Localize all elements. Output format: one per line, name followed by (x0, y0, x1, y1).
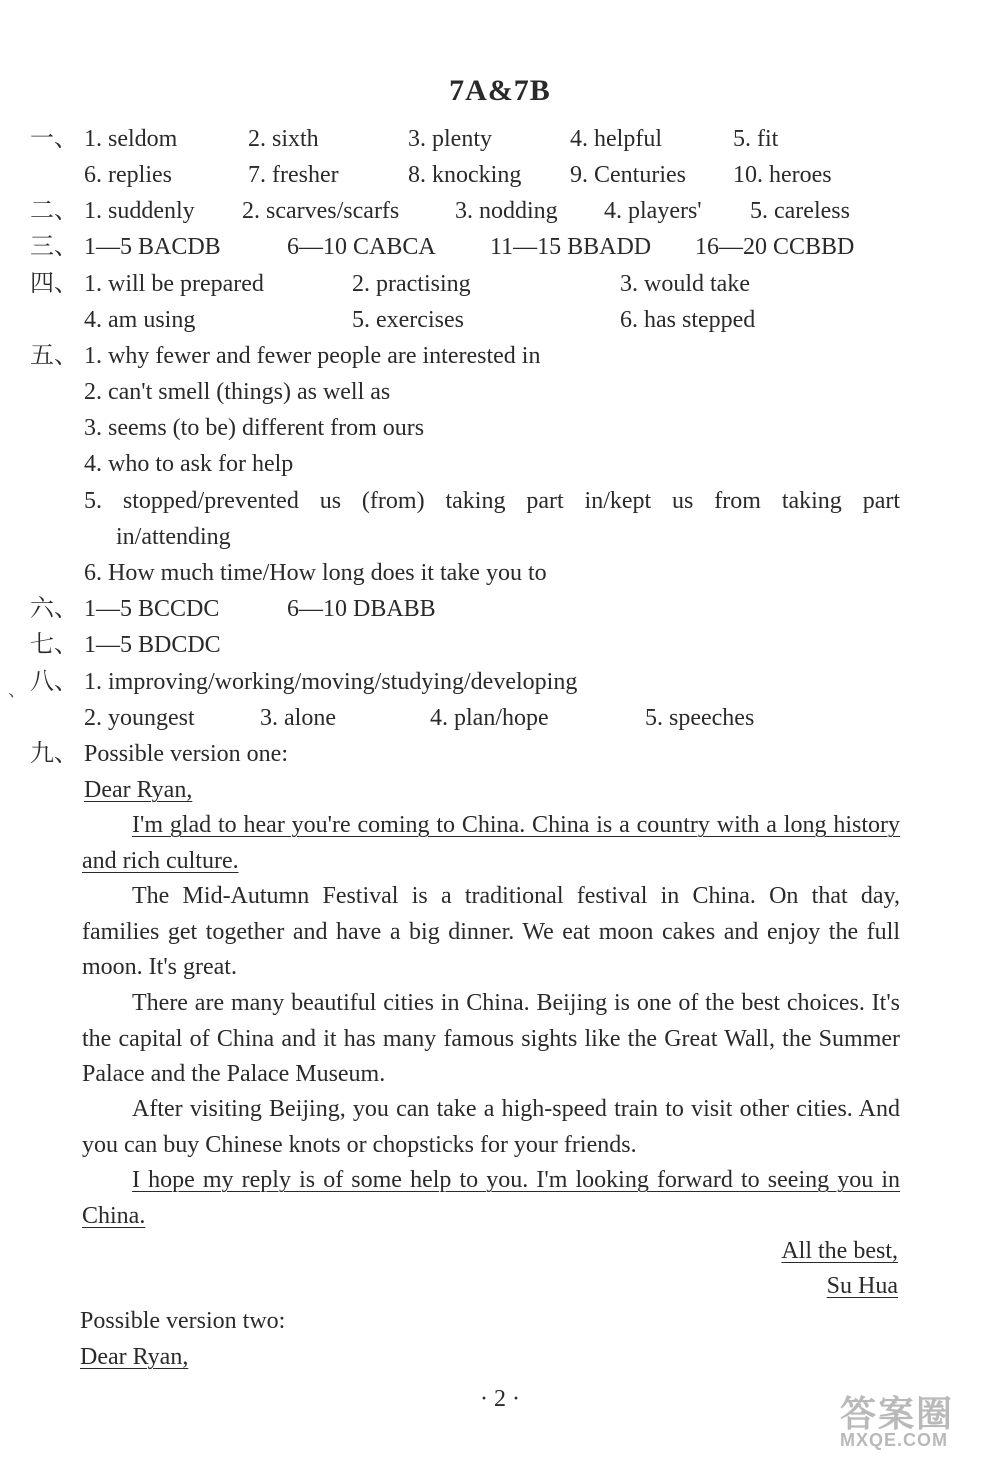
section-label-1: 一、 (30, 126, 78, 152)
s5-answer-6: 6. How much time/How long does it take you to (84, 560, 547, 586)
s8-answer-4: 4. plan/hope (430, 705, 549, 731)
s1-answer-7: 7. fresher (248, 162, 339, 188)
section-label-3: 三、 (30, 234, 78, 260)
s5-answer-1: 1. why fewer and fewer people are interested in (84, 343, 541, 369)
s1-answer-9: 9. Centuries (570, 162, 686, 188)
watermark-url: MXQE.COM (840, 1430, 949, 1450)
s1-answer-4: 4. helpful (570, 126, 662, 152)
section-label-4: 四、 (30, 271, 78, 297)
paragraph-5-text: I hope my reply is of some help to you. I'm looking forward to seeing you in China. (82, 1167, 900, 1229)
letter-paragraph-2: The Mid-Autumn Festival is a traditional festival in China. On that day, families get together and have a big dinner. We eat moon cakes and enjoy the full moon. It's great. (82, 883, 900, 980)
section-label-7: 七、 (30, 632, 78, 658)
s2-answer-2: 2. scarves/scarfs (242, 198, 400, 224)
letter-paragraph-5 (82, 1163, 900, 1234)
watermark-logo (840, 1386, 990, 1456)
s4-answer-3: 3. would take (620, 271, 750, 297)
s3-answer-4: 16—20 CCBBD (695, 234, 855, 260)
s7-answer-1: 1—5 BDCDC (84, 632, 221, 658)
letter-greeting: Dear Ryan, (84, 777, 193, 803)
page-number: · 2 · (480, 1386, 520, 1412)
section-label-8: 八、 (30, 669, 78, 695)
s1-answer-5: 5. fit (733, 126, 779, 152)
s5-answer-5-cont: in/attending (116, 524, 231, 550)
s2-answer-3: 3. nodding (455, 198, 558, 224)
s4-answer-1: 1. will be prepared (84, 271, 264, 297)
s3-answer-3: 11—15 BBADD (490, 234, 652, 260)
watermark-icon-text: 答案圈 (840, 1393, 955, 1434)
s6-answer-1: 1—5 BCCDC (84, 596, 220, 622)
section-label-2: 二、 (30, 198, 78, 224)
section-label-9: 九、 (30, 741, 78, 767)
s1-answer-3: 3. plenty (408, 126, 492, 152)
s1-answer-8: 8. knocking (408, 162, 522, 188)
letter-closing: All the best, (781, 1238, 898, 1264)
s5-answer-3: 3. seems (to be) different from ours (84, 415, 425, 441)
s5-answer-4: 4. who to ask for help (84, 451, 294, 477)
letter-paragraph-4: After visiting Beijing, you can take a high-speed train to visit other cities. And you can buy Chinese knots or chopsticks for your friends. (82, 1096, 900, 1158)
s3-answer-2: 6—10 CABCA (287, 234, 436, 260)
section-label-6: 六、 (30, 596, 78, 622)
s2-answer-4: 4. players' (604, 198, 702, 224)
s4-answer-5: 5. exercises (352, 307, 464, 333)
paragraph-1-text: I'm glad to hear you're coming to China. China is a country with a long history and rich culture. (82, 812, 900, 874)
letter-signature: Su Hua (826, 1273, 898, 1299)
letter-paragraph-3: There are many beautiful cities in China. Beijing is one of the best choices. It's the capital of China and it has many famous sights like the Great Wall, the Summer Palace and the Palace Museum. (82, 990, 900, 1087)
s1-answer-2: 2. sixth (248, 126, 319, 152)
letter-paragraph-1 (82, 808, 900, 879)
s8-answer-5: 5. speeches (645, 705, 755, 731)
s2-answer-5: 5. careless (750, 198, 850, 224)
s8-answer-1: 1. improving/working/moving/studying/developing (84, 669, 578, 695)
s4-answer-4: 4. am using (84, 307, 196, 333)
s1-answer-10: 10. heroes (733, 162, 832, 188)
s6-answer-2: 6—10 DBABB (287, 596, 436, 622)
letter-greeting-2: Dear Ryan, (80, 1344, 189, 1370)
s2-answer-1: 1. suddenly (84, 198, 195, 224)
version-two-label: Possible version two: (80, 1308, 286, 1334)
s4-answer-2: 2. practising (352, 271, 471, 297)
s5-answer-5: 5. stopped/prevented us (from) taking part in/kept us from taking part (84, 488, 900, 514)
s4-answer-6: 6. has stepped (620, 307, 756, 333)
section-label-5: 五、 (30, 343, 78, 369)
s1-answer-6: 6. replies (84, 162, 172, 188)
s1-answer-1: 1. seldom (84, 126, 178, 152)
s8-answer-2: 2. youngest (84, 705, 195, 731)
page-title: 7A&7B (449, 74, 551, 107)
s3-answer-1: 1—5 BACDB (84, 234, 221, 260)
s8-answer-3: 3. alone (260, 705, 336, 731)
margin-mark: 、 (8, 680, 26, 700)
version-one-label: Possible version one: (84, 741, 288, 767)
s5-answer-2: 2. can't smell (things) as well as (84, 379, 391, 405)
